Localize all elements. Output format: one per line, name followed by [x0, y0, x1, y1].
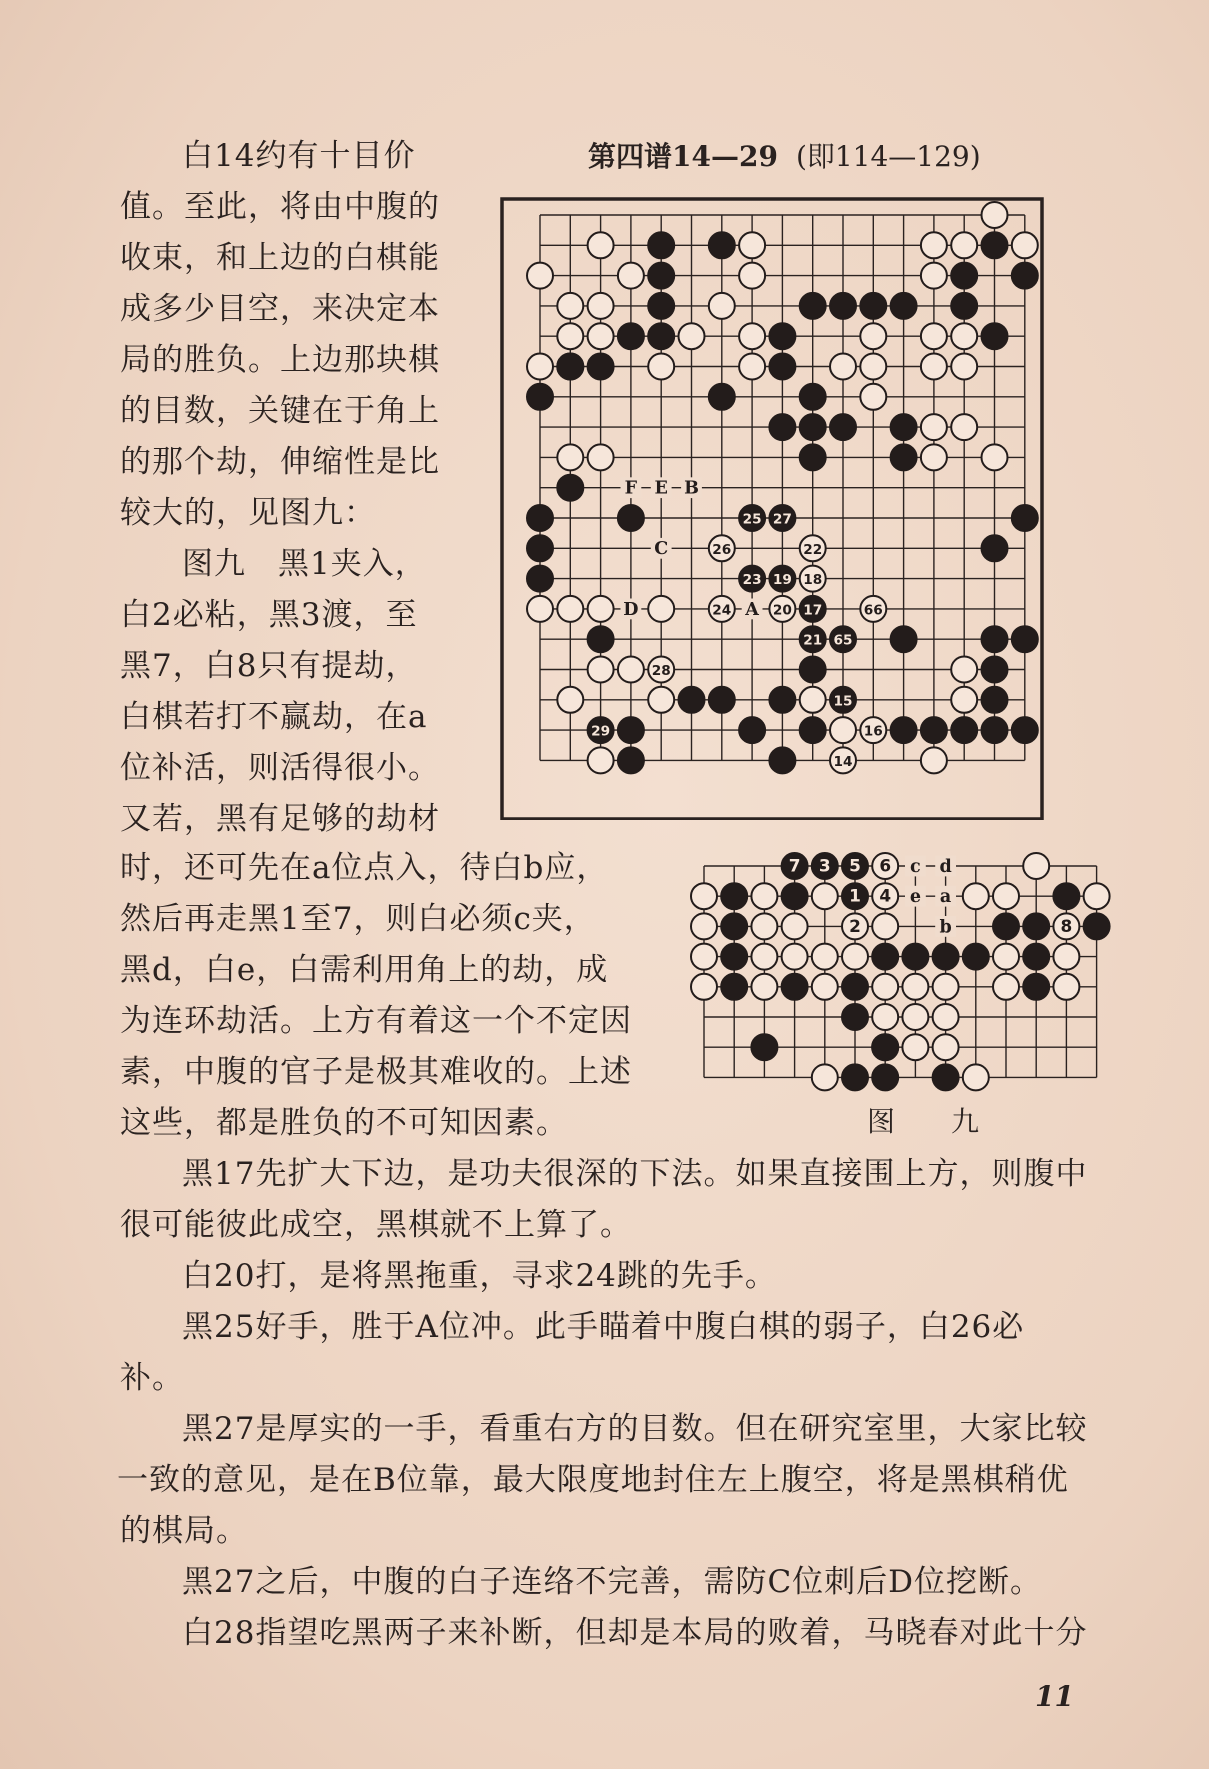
text-line: 为连环劫活。上方有着这一个不定因	[120, 1003, 632, 1039]
white-stone	[557, 687, 583, 713]
white-stone	[982, 202, 1008, 228]
text-line: 的那个劫，伸缩性是比	[120, 444, 440, 480]
small-go-board	[684, 848, 1116, 1096]
white-stone	[982, 444, 1008, 470]
stone-number-label: 18	[803, 572, 823, 589]
black-stone	[721, 974, 747, 1000]
white-stone	[618, 263, 644, 289]
text-line: 然后再走黑1至7，则白必须c夹，	[120, 901, 596, 937]
white-stone	[812, 974, 838, 1000]
text-line: 补。	[120, 1360, 184, 1396]
black-stone	[557, 354, 583, 380]
text-line: 收束，和上边的白棋能	[120, 240, 440, 276]
black-stone	[1012, 505, 1038, 531]
board-letter-label: C	[654, 539, 669, 560]
black-stone	[618, 323, 644, 349]
white-stone	[902, 1034, 928, 1060]
white-stone	[691, 883, 717, 909]
black-stone	[921, 717, 947, 743]
black-stone	[527, 566, 553, 592]
white-stone	[527, 263, 553, 289]
text-line: 黑27是厚实的一手，看重右方的目数。但在研究室里，大家比较	[182, 1411, 1088, 1447]
white-stone	[557, 596, 583, 622]
text-line: 图九 黑1夹入，	[182, 546, 427, 582]
white-stone	[933, 1034, 959, 1060]
text-line: 白棋若打不赢劫，在a	[120, 699, 428, 735]
black-stone	[860, 293, 886, 319]
black-stone	[1012, 717, 1038, 743]
black-stone	[648, 323, 674, 349]
black-stone	[993, 913, 1019, 939]
black-stone	[891, 444, 917, 470]
stone-number-label: 20	[772, 602, 792, 619]
white-stone	[739, 263, 765, 289]
white-stone	[527, 596, 553, 622]
white-stone	[902, 974, 928, 1000]
black-stone	[963, 944, 989, 970]
white-stone	[648, 596, 674, 622]
diagram-title-sub: (即114—129)	[795, 140, 981, 173]
white-stone	[739, 232, 765, 258]
black-stone	[527, 505, 553, 531]
text-line: 局的胜负。上边那块棋	[120, 342, 440, 378]
white-stone	[830, 354, 856, 380]
stone-number-label: 26	[712, 541, 732, 558]
white-stone	[860, 354, 886, 380]
diagram-title	[588, 135, 981, 175]
white-stone	[842, 944, 868, 970]
black-stone	[648, 263, 674, 289]
black-stone	[721, 913, 747, 939]
text-line: 一致的意见，是在B位靠，最大限度地封住左上腹空，将是黑棋稍优	[117, 1462, 1069, 1498]
black-stone	[1084, 913, 1110, 939]
text-line: 的棋局。	[120, 1513, 248, 1549]
black-stone	[618, 717, 644, 743]
black-stone	[709, 687, 735, 713]
text-line: 白2必粘，黑3渡，至	[120, 597, 418, 633]
black-stone	[830, 414, 856, 440]
black-stone	[1023, 913, 1049, 939]
text-line: 白28指望吃黑两子来补断，但却是本局的败着，马晓春对此十分	[182, 1615, 1088, 1651]
white-stone	[951, 354, 977, 380]
black-stone	[872, 1064, 898, 1090]
white-stone	[739, 354, 765, 380]
white-stone	[812, 1064, 838, 1090]
stone-number-label: 4	[879, 885, 892, 906]
black-stone	[709, 384, 735, 410]
black-stone	[1023, 944, 1049, 970]
white-stone	[588, 444, 614, 470]
figure-caption: 图 九	[867, 1105, 994, 1138]
black-stone	[800, 717, 826, 743]
white-stone	[588, 596, 614, 622]
black-stone	[800, 444, 826, 470]
white-stone	[963, 883, 989, 909]
white-stone	[782, 913, 808, 939]
black-stone	[618, 747, 644, 773]
black-stone	[1012, 626, 1038, 652]
black-stone	[648, 232, 674, 258]
white-stone	[588, 747, 614, 773]
stone-number-label: 2	[849, 915, 861, 936]
stone-number-label: 21	[803, 632, 823, 649]
board-letter-label: b	[939, 917, 952, 938]
stone-number-label: 17	[803, 602, 823, 619]
black-stone	[709, 232, 735, 258]
black-stone	[769, 747, 795, 773]
white-stone	[951, 323, 977, 349]
white-stone	[751, 944, 777, 970]
white-stone	[648, 354, 674, 380]
black-stone	[891, 717, 917, 743]
stone-number-label: 23	[742, 572, 762, 589]
white-stone	[648, 687, 674, 713]
black-stone	[891, 626, 917, 652]
text-line: 的目数，关键在于角上	[120, 393, 440, 429]
white-stone	[860, 323, 886, 349]
black-stone	[648, 293, 674, 319]
white-stone	[782, 944, 808, 970]
white-stone	[1053, 974, 1079, 1000]
black-stone	[982, 657, 1008, 683]
black-stone	[769, 687, 795, 713]
stone-number-label: 15	[833, 693, 853, 710]
stone-number-label: 1	[849, 885, 861, 906]
white-stone	[872, 974, 898, 1000]
text-line: 这些，都是胜负的不可知因素。	[120, 1105, 568, 1141]
white-stone	[860, 384, 886, 410]
white-stone	[1023, 853, 1049, 879]
white-stone	[800, 687, 826, 713]
stone-number-label: 16	[863, 723, 883, 740]
white-stone	[951, 232, 977, 258]
white-stone	[751, 883, 777, 909]
board-letter-label: d	[939, 856, 952, 877]
black-stone	[982, 232, 1008, 258]
white-stone	[588, 232, 614, 258]
black-stone	[739, 717, 765, 743]
white-stone	[830, 717, 856, 743]
stone-number-label: 5	[849, 855, 861, 876]
black-stone	[782, 974, 808, 1000]
black-stone	[842, 1064, 868, 1090]
black-stone	[1023, 974, 1049, 1000]
text-line: 黑27之后，中腹的白子连络不完善，需防C位刺后D位挖断。	[182, 1564, 1043, 1600]
black-stone	[527, 384, 553, 410]
black-stone	[618, 505, 644, 531]
stone-number-label: 66	[863, 602, 883, 619]
black-stone	[800, 384, 826, 410]
white-stone	[933, 974, 959, 1000]
text-line: 白20打，是将黑拖重，寻求24跳的先手。	[182, 1258, 777, 1294]
white-stone	[751, 974, 777, 1000]
black-stone	[982, 717, 1008, 743]
board-letter-label: B	[684, 478, 699, 499]
black-stone	[902, 944, 928, 970]
black-stone	[982, 687, 1008, 713]
black-stone	[782, 883, 808, 909]
white-stone	[812, 944, 838, 970]
text-line: 值。至此，将由中腹的	[120, 189, 440, 225]
board-grid	[540, 215, 1025, 760]
white-stone	[691, 974, 717, 1000]
stone-number-label: 25	[742, 511, 762, 528]
white-stone	[557, 323, 583, 349]
black-stone	[982, 323, 1008, 349]
stone-number-label: 7	[788, 855, 801, 876]
stone-number-label: 8	[1060, 915, 1073, 936]
white-stone	[691, 913, 717, 939]
board-letter-label: a	[939, 887, 952, 908]
page-number: 11	[1035, 1680, 1074, 1713]
black-stone	[721, 944, 747, 970]
text-line: 成多少目空，来决定本	[120, 291, 440, 327]
black-stone	[679, 687, 705, 713]
black-stone	[872, 944, 898, 970]
white-stone	[739, 323, 765, 349]
text-line: 白14约有十目价	[182, 138, 416, 174]
black-stone	[951, 717, 977, 743]
black-stone	[588, 626, 614, 652]
board-letter-label: c	[910, 856, 921, 877]
stone-number-label: 14	[833, 753, 853, 770]
black-stone	[769, 354, 795, 380]
stone-number-label: 19	[772, 572, 792, 589]
board-letter-label: D	[623, 599, 639, 620]
white-stone	[902, 1004, 928, 1030]
black-stone	[769, 414, 795, 440]
text-line: 较大的，见图九：	[120, 495, 376, 531]
black-stone	[1053, 883, 1079, 909]
black-stone	[842, 1004, 868, 1030]
text-line: 黑25好手，胜于A位冲。此手瞄着中腹白棋的弱子，白26必	[182, 1309, 1025, 1345]
white-stone	[751, 913, 777, 939]
white-stone	[588, 657, 614, 683]
black-stone	[588, 354, 614, 380]
white-stone	[557, 293, 583, 319]
white-stone	[993, 944, 1019, 970]
white-stone	[951, 414, 977, 440]
board-letter-label: A	[745, 599, 759, 620]
black-stone	[830, 293, 856, 319]
white-stone	[933, 1004, 959, 1030]
black-stone	[721, 883, 747, 909]
stone-number-label: 22	[803, 541, 823, 558]
white-stone	[921, 747, 947, 773]
stone-number-label: 65	[833, 632, 853, 649]
black-stone	[951, 293, 977, 319]
black-stone	[800, 657, 826, 683]
text-line: 位补活，则活得很小。	[120, 750, 440, 786]
white-stone	[588, 323, 614, 349]
black-stone	[933, 944, 959, 970]
board-letter-label: E	[654, 478, 668, 499]
white-stone	[588, 293, 614, 319]
diagram-title-main: 第四谱14—29	[588, 140, 778, 173]
white-stone	[951, 687, 977, 713]
black-stone	[1012, 263, 1038, 289]
white-stone	[993, 883, 1019, 909]
white-stone	[921, 323, 947, 349]
text-line: 黑d，白e，白需利用角上的劫，成	[120, 952, 609, 988]
black-stone	[982, 535, 1008, 561]
white-stone	[993, 974, 1019, 1000]
white-stone	[921, 354, 947, 380]
black-stone	[842, 974, 868, 1000]
text-line: 时，还可先在a位点入，待白b应，	[120, 850, 609, 886]
stone-number-label: 28	[651, 662, 671, 679]
black-stone	[951, 263, 977, 289]
stone-number-label: 24	[712, 602, 732, 619]
white-stone	[921, 414, 947, 440]
white-stone	[618, 657, 644, 683]
black-stone	[800, 293, 826, 319]
white-stone	[963, 1064, 989, 1090]
white-stone	[872, 913, 898, 939]
white-stone	[812, 883, 838, 909]
black-stone	[527, 535, 553, 561]
white-stone	[1053, 944, 1079, 970]
black-stone	[872, 1034, 898, 1060]
text-line: 很可能彼此成空，黑棋就不上算了。	[120, 1207, 632, 1243]
text-line: 黑7，白8只有提劫，	[120, 648, 418, 684]
white-stone	[691, 944, 717, 970]
black-stone	[769, 323, 795, 349]
board-letter-label: e	[909, 887, 921, 908]
white-stone	[921, 263, 947, 289]
black-stone	[982, 626, 1008, 652]
white-stone	[527, 354, 553, 380]
stone-number-label: 27	[772, 511, 792, 528]
white-stone	[709, 293, 735, 319]
black-stone	[891, 293, 917, 319]
stone-number-label: 3	[818, 855, 831, 876]
stone-number-label: 29	[591, 723, 611, 740]
white-stone	[921, 444, 947, 470]
black-stone	[933, 1064, 959, 1090]
white-stone	[921, 232, 947, 258]
white-stone	[1084, 883, 1110, 909]
text-line: 黑17先扩大下边，是功夫很深的下法。如果直接围上方，则腹中	[182, 1156, 1088, 1192]
white-stone	[679, 323, 705, 349]
black-stone	[800, 414, 826, 440]
text-line: 又若，黑有足够的劫材	[120, 801, 440, 837]
text-line: 素，中腹的官子是极其难收的。上述	[120, 1054, 632, 1090]
stone-number-label: 6	[879, 855, 892, 876]
white-stone	[557, 444, 583, 470]
black-stone	[557, 475, 583, 501]
white-stone	[1012, 232, 1038, 258]
white-stone	[951, 657, 977, 683]
black-stone	[891, 414, 917, 440]
board-letter-label: F	[624, 478, 638, 499]
white-stone	[872, 1004, 898, 1030]
main-go-board	[498, 195, 1110, 820]
black-stone	[751, 1034, 777, 1060]
